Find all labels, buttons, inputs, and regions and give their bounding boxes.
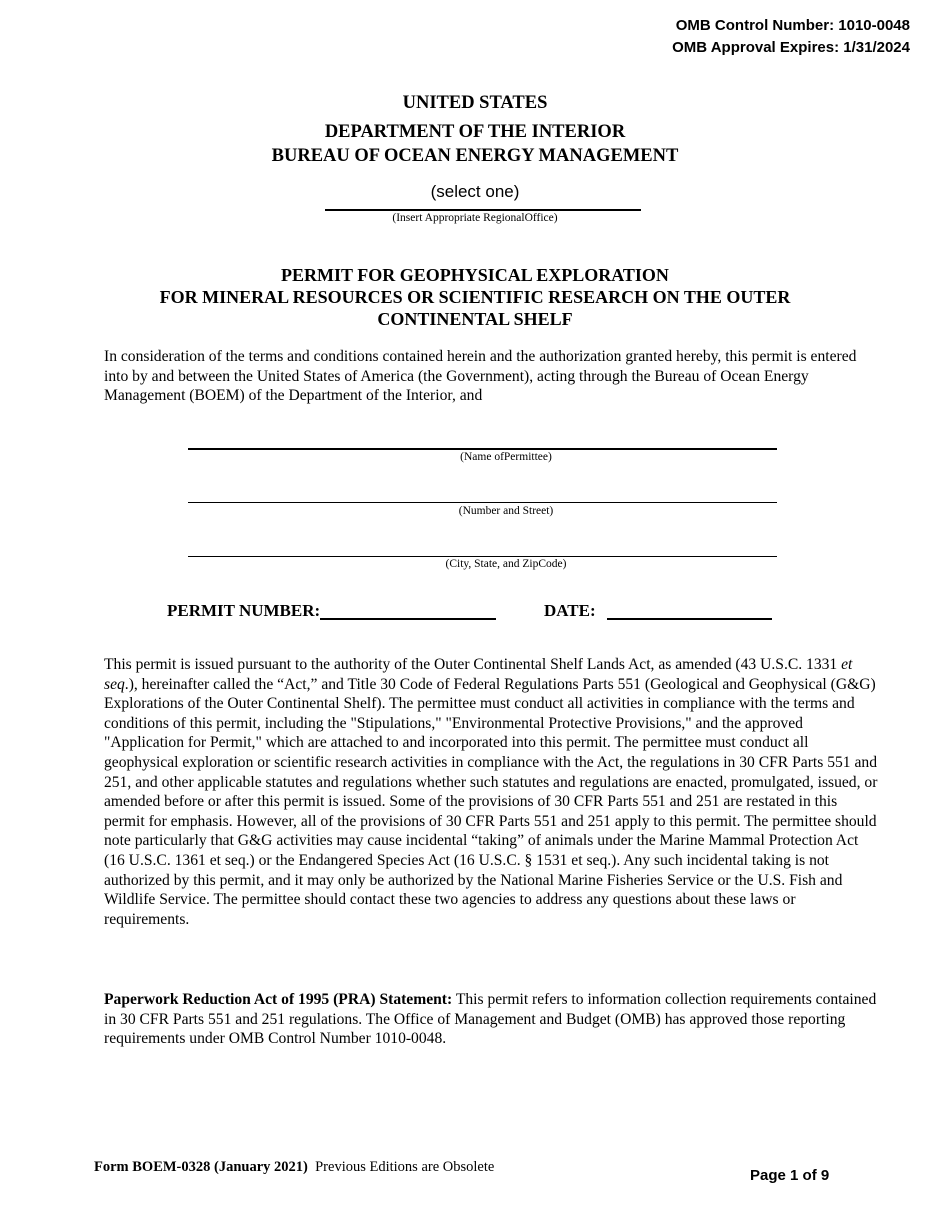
agency-department: DEPARTMENT OF THE INTERIOR bbox=[324, 122, 626, 142]
street-address-field[interactable] bbox=[188, 502, 777, 503]
regional-office-select[interactable]: (select one) bbox=[430, 182, 520, 201]
intro-paragraph: In consideration of the terms and conditions contained herein and the authorization granted hereby, this permit is entered into by and between the United States of America (the Government), acting through the Bureau of Ocean Energy Management (BOEM) of the Department of the Interior, and bbox=[104, 348, 857, 405]
street-address-caption: (Number and Street) bbox=[458, 505, 554, 517]
permit-title-line-3: CONTINENTAL SHELF bbox=[377, 309, 573, 329]
page-number: Page 1 of 9 bbox=[750, 1167, 830, 1184]
pra-text: This permit refers to information collection requirements contained in 30 CFR Parts 551 and 251 regulations. The Office of Management and Budget (OMB) has approved those reporting requirements under OMB Control Number 1010-0048. bbox=[104, 991, 877, 1048]
omb-expiration: OMB Approval Expires: 1/31/2024 bbox=[672, 39, 910, 56]
pra-statement bbox=[104, 990, 880, 1049]
regional-office-underline bbox=[325, 209, 641, 211]
permittee-name-field[interactable] bbox=[188, 448, 777, 450]
permit-title-line-1: PERMIT FOR GEOPHYSICAL EXPLORATION bbox=[281, 265, 669, 285]
authority-text-part-1: This permit is issued pursuant to the authority of the Outer Continental Shelf Lands Act, as amended (43 U.S.C. 1331 bbox=[104, 656, 842, 673]
permit-number-label: PERMIT NUMBER: bbox=[167, 601, 321, 620]
form-footer bbox=[94, 1159, 494, 1176]
regional-office-caption: (Insert Appropriate RegionalOffice) bbox=[392, 212, 558, 224]
permit-title bbox=[0, 264, 950, 330]
permit-number-field[interactable] bbox=[320, 618, 496, 620]
city-state-zip-field[interactable] bbox=[188, 556, 777, 557]
omb-control-number: OMB Control Number: 1010-0048 bbox=[675, 17, 910, 34]
city-state-zip-caption: (City, State, and ZipCode) bbox=[445, 558, 567, 570]
authority-paragraph bbox=[104, 655, 880, 929]
form-id: Form BOEM-0328 (January 2021) bbox=[94, 1159, 308, 1175]
authority-text-italic: et seq bbox=[104, 656, 853, 693]
agency-country: UNITED STATES bbox=[402, 93, 548, 113]
permittee-name-caption: (Name ofPermittee) bbox=[460, 451, 552, 463]
agency-bureau: BUREAU OF OCEAN ENERGY MANAGEMENT bbox=[271, 146, 679, 166]
date-field[interactable] bbox=[607, 618, 772, 620]
obsolete-note: Previous Editions are Obsolete bbox=[315, 1159, 495, 1175]
permit-title-line-2: FOR MINERAL RESOURCES OR SCIENTIFIC RESEARCH ON THE OUTER bbox=[159, 287, 791, 307]
pra-heading: Paperwork Reduction Act of 1995 (PRA) Statement: bbox=[104, 991, 453, 1008]
authority-text-part-2: .), hereinafter called the “Act,” and Title 30 Code of Federal Regulations Parts 551 (Geological and Geophysical (G&G) Explorations of the Outer Continental Shelf). The permittee must conduct all activities in compliance with the terms and conditions of this permit, including the "Stipulations," "Environmental Protective Provisions," and the approved "Application for Permit," which are attached to and incorporated into this permit. The permittee must conduct all geophysical exploration or scientific research activities in compliance with the Act, the regulations in 30 CFR Parts 551 and 251, and other applicable statutes and regulations whether such statutes and regulations are enacted, promulgated, issued, or amended before or after this permit is issued. Some of the provisions of 30 CFR Parts 551 and 251 are restated in this permit for emphasis. However, all of the provisions of 30 CFR Parts 551 and 251 apply to this permit. The permittee should note particularly that G&G activities may cause incidental “taking” of animals under the Marine Mammal Protection Act (16 U.S.C. 1361 et seq.) or the Endangered Species Act (16 U.S.C. § 1531 et seq.). Any such incidental taking is not authorized by this permit, and it may only be authorized by the National Marine Fisheries Service or the U.S. Fish and Wildlife Service. The permittee should contact these two agencies to address any questions about these laws or requirements. bbox=[104, 675, 878, 928]
date-label: DATE: bbox=[544, 601, 596, 620]
omb-info bbox=[672, 15, 910, 59]
